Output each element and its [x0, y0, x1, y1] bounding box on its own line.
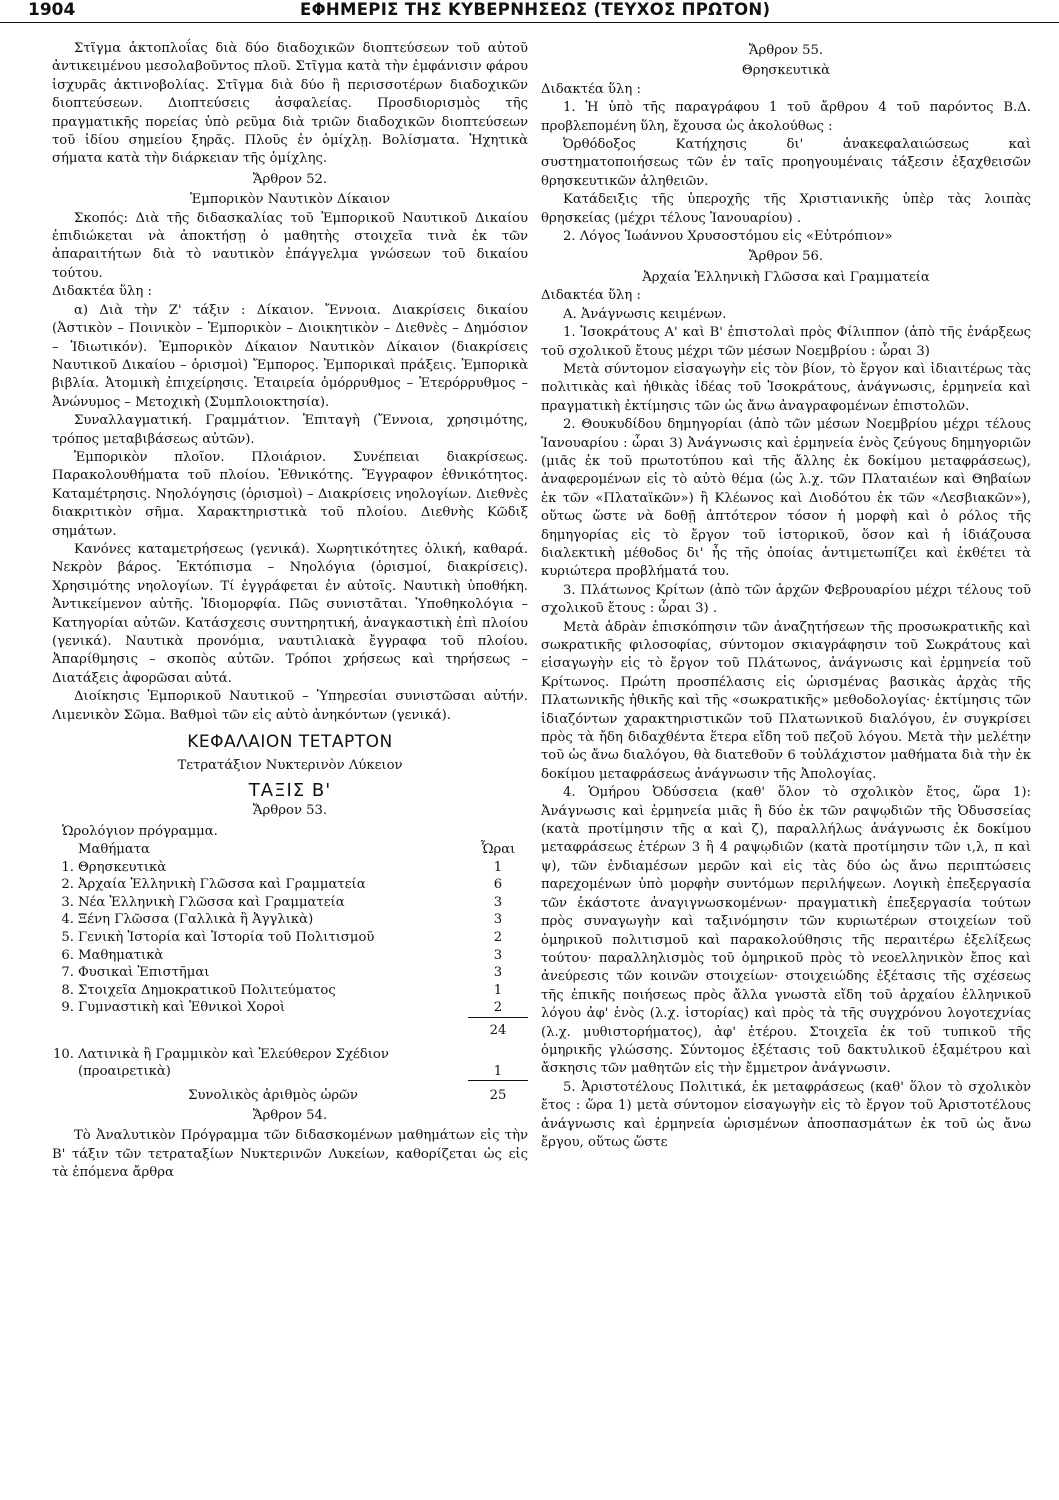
paragraph: Ὀρθόδοξος Κατήχησις δι' ἀνακεφαλαιώσεως καὶ συστηματοποιήσεως τῶν ἐν ταῖς προηγουμέναις τάξεσιν ἐξαχθεισῶν θρησκευτικῶν ἀληθειῶν.: [541, 137, 1031, 189]
gazette-title: ΕΦΗΜΕΡΙΣ ΤΗΣ ΚΥΒΕΡΝΗΣΕΩΣ (ΤΕΥΧΟΣ ΠΡΩΤΟΝ): [300, 0, 771, 19]
article-heading: Ἄρθρον 54.: [252, 1107, 328, 1123]
schedule-heading: Ὡρολόγιον πρόγραμμα.: [62, 823, 218, 839]
paragraph: 2. Λόγος Ἰωάννου Χρυσοστόμου εἰς «Εὐτρόπιον»: [563, 229, 893, 245]
subtotal: 24: [468, 1018, 528, 1040]
page-header: [0, 0, 1059, 23]
paragraph: Τὸ Ἀναλυτικὸν Πρόγραμμα τῶν διδασκομένων μαθημάτων εἰς τὴν Β' τάξιν τῶν τετραταξίων Νυκτερινῶν Λυκείων, καθορίζεται ὡς εἰς τὰ ἑπόμενα ἄρθρα: [52, 1128, 528, 1181]
school-type: Τετρατάξιον Νυκτερινὸν Λύκειον: [177, 758, 403, 774]
paragraph: Α. Ἀνάγνωσις κειμένων.: [563, 306, 727, 322]
article-title: Θρησκευτικὰ: [741, 63, 831, 79]
total-hours: 25: [468, 1081, 528, 1105]
article-heading: Ἄρθρον 56.: [748, 249, 824, 265]
table-row: 2. Ἀρχαία Ἑλληνικὴ Γλῶσσα καὶ Γραμματεία 6: [61, 877, 503, 893]
paragraph: 3. Πλάτωνος Κρίτων (ἀπὸ τῶν ἀρχῶν Φεβρουαρίου μέχρι τέλους τοῦ σχολικοῦ ἔτους : ὧραι 3) .: [541, 582, 1031, 617]
paragraph: Μετὰ ἁδρὰν ἐπισκόπησιν τῶν ἀναζητήσεων τῆς προσωκρατικῆς καὶ σωκρατικῆς φιλοσοφίας, σύντομον σκιαγράφησιν τοῦ Σωκράτους καὶ εἰσαγωγὴν εἰς τὸ ἔργον τοῦ Πλάτωνος, ἀνάγνωσις καὶ ἑρμηνεία τοῦ Κρίτωνος. Πρώτη προσπέλασις εἰς ὡρισμένας βασικὰς ἀρχὰς τῆς Πλατωνικῆς ἠθικῆς καὶ τῆς «σωκρατικῆς» μεθοδολογίας· ἐκτίμησις τῶν ἰδιαζόντων χαρακτηριστικῶν τοῦ Πλατωνικοῦ διαλόγου, ἐν συγκρίσει πρὸς τὰ ἤδη διδαχθέντα ἕτερα εἴδη τοῦ πεζοῦ λόγου. Μετὰ τὴν μελέτην τοῦ ὡς ἄνω διαλόγου, θὰ διατεθοῦν 6 τοὐλάχιστον μαθήματα διὰ τὴν ἐκ δοκίμου μεταφράσεως ἀνάγνωσιν τῆς Ἀπολογίας.: [541, 619, 1031, 782]
paragraph: 4. Ὁμήρου Ὀδύσσεια (καθ' ὅλον τὸ σχολικὸν ἔτος, ὥρα 1): Ἀνάγνωσις καὶ ἑρμηνεία μιᾶς ἢ δύο ἐκ τῶν ραψῳδιῶν τῆς Ὀδυσσείας (κατὰ προτίμησιν τῆς α καὶ ζ), παραλλήλως ἀνάγνωσις ἐκ δοκίμου μεταφράσεως ἑτέρων 3 ἢ 4 ραψῳδιῶν (κατὰ προτίμησιν τῶν ι,λ, π καὶ ψ), τῶν ἐνδιαμέσων μερῶν καὶ εἰς τὰς δύο ὡς ἄνω περιπτώσεις παρεχομένων ὑπὸ μορφὴν συντόμων περιλήψεων. Λογικὴ ἐπεξεργασία τῶν ἑκάστοτε ἀναγιγνωσκομένων· πραγματικὴ ἐπεξεργασία τούτων πρὸς συναγωγὴν καὶ ταξινόμησιν τῶν κυριωτέρων στοιχείων τοῦ ὁμηρικοῦ πολιτισμοῦ καὶ παρακολούθησις τῆς περαιτέρω ἐξελίξεως τούτου· παραλληλισμὸς τοῦ ὁμηρικοῦ πρὸς τὸ νεοελληνικὸν ἔπος καὶ ἀνεύρεσις τῶν κοινῶν στοιχείων· στοιχειώδης ἐξέτασις τῆς σχέσεως τῆς ἐπικῆς ποιήσεως πρὸς ἄλλα γνωστὰ εἴδη τοῦ ἀρχαίου ἑλληνικοῦ λόγου ἀφ' ἑνὸς (λ.χ. ἱστορίας) καὶ πρὸς τὰ τῆς συγχρόνου λογοτεχνίας (λ.χ. μυθιστορήματος), ἀφ' ἑτέρου. Στοιχεῖα ἐκ τοῦ τυπικοῦ τῆς ὁμηρικῆς γλώσσης. Σύντομος ἐξέτασις τοῦ δακτυλικοῦ ἑξαμέτρου καὶ ἄσκησις τῶν μαθητῶν εἰς τὴν ἔμμετρον ἀνάγνωσιν.: [541, 785, 1031, 1077]
syllabus-label: Διδακτέα ὕλη :: [541, 81, 641, 97]
article-title: Ἀρχαία Ἑλληνικὴ Γλῶσσα καὶ Γραμματεία: [642, 269, 930, 285]
article-title: Ἐμπορικὸν Ναυτικὸν Δίκαιον: [189, 192, 391, 208]
paragraph: Κανόνες καταμετρήσεως (γενικά). Χωρητικότητες ὁλική, καθαρά. Νεκρὸν βάρος. Ἐκτόπισμα – Νηολόγια (ὁρισμοί, διακρίσεις). Χρησιμότης νηολογίων. Τί ἐγγράφεται ἐν αὐτοῖς. Ναυτικὴ ὑποθήκη. Ἀντικείμενον αὐτῆς. Ἰδιομορφία. Πῶς συνιστᾶται. Ὑποθηκολόγια – Κατηγορίαι αὐτῶν. Κατάσχεσις συντηρητική, ἀναγκαστικὴ ἐπὶ πλοίου (γενικά). Ναυτικὰ προνόμια, ναυτιλιακὰ ἔγγραφα τοῦ πλοίου. Ἀπαρίθμησις – σκοπὸς αὐτῶν. Τρόποι χρήσεως καὶ τηρήσεως – Διατάξεις ἀφορῶσαι αὐτά.: [52, 541, 528, 686]
paragraph: Ἐμπορικὸν πλοῖον. Πλοιάριον. Συνέπειαι διακρίσεως. Παρακολουθήματα τοῦ πλοίου. Ἐθνικότης. Ἔγγραφον ἐθνικότητος. Καταμέτρησις. Νηολόγησις (ὁρισμοὶ) – Διακρίσεις νηολογίων. Διεθνὲς διακριτικὸν σῆμα. Χαρακτηριστικὰ τοῦ πλοίου. Διεθνὴς Κῶδιξ σημάτων.: [52, 449, 528, 539]
table-row: 6. Μαθηματικὰ 3: [61, 947, 503, 963]
paragraph: Συναλλαγματική. Γραμμάτιον. Ἐπιταγὴ (Ἔννοια, χρησιμότης, τρόπος μεταβιβάσεως αὐτῶν).: [52, 413, 528, 447]
paragraph: Διοίκησις Ἐμπορικοῦ Ναυτικοῦ – Ὑπηρεσίαι συνιστῶσαι αὐτήν. Λιμενικὸν Σῶμα. Βαθμοὶ τῶν εἰς αὐτὸ ἀνηκόντων (γενικά).: [52, 689, 528, 723]
page-number: 1904: [28, 0, 76, 20]
table-row: 4. Ξένη Γλῶσσα (Γαλλικὰ ἢ Ἀγγλικὰ) 3: [61, 912, 503, 928]
table-row: 7. Φυσικαὶ Ἐπιστῆμαι 3: [61, 965, 503, 981]
syllabus-label: Διδακτέα ὕλη :: [541, 288, 641, 304]
left-column: [52, 40, 528, 1183]
table-row: 3. Νέα Ἑλληνικὴ Γλῶσσα καὶ Γραμματεία 3: [61, 894, 503, 910]
paragraph: Σκοπός: Διὰ τῆς διδασκαλίας τοῦ Ἐμπορικοῦ Ναυτικοῦ Δικαίου ἐπιδιώκεται νὰ ἀποκτήσῃ ὁ μαθητὴς στοιχεῖα τινὰ ἐκ τῶν ἀπαραιτήτων διὰ τὸ ναυτικὸν ἐπάγγελμα γνώσεων τοῦ δικαίου τούτου.: [52, 210, 528, 281]
col-hours: Ὧραι: [480, 842, 516, 858]
paragraph: Μετὰ σύντομον εἰσαγωγὴν εἰς τὸν βίον, τὸ ἔργον καὶ ἰδιαιτέρως τὰς πολιτικὰς καὶ ἠθικὰς ἰδέας τοῦ Ἰσοκράτους, ἀνάγνωσις, ἑρμηνεία καὶ πραγματικὴ ἐκτίμησις τῶν ὡς ἄνω ἀναγραφομένων ἐπιστολῶν.: [541, 361, 1031, 414]
class-heading: ΤΑΞΙΣ Β': [248, 779, 332, 801]
total-row: [52, 1081, 528, 1105]
right-column: [541, 40, 1031, 1152]
article-heading: Ἄρθρον 53.: [252, 803, 328, 819]
table-row: 8. Στοιχεῖα Δημοκρατικοῦ Πολιτεύματος 1: [61, 982, 503, 998]
paragraph: Κατάδειξις τῆς ὑπεροχῆς τῆς Χριστιανικῆς ὑπὲρ τὰς λοιπὰς θρησκείας (μέχρι τέλους Ἰανουαρίου) .: [541, 192, 1031, 226]
paragraph: α) Διὰ τὴν Ζ' τάξιν : Δίκαιον. Ἔννοια. Διακρίσεις δικαίου (Ἀστικὸν – Ποινικὸν – Ἐμπορικὸν – Διοικητικὸν – Διεθνὲς – Δημόσιον – Ἰδιωτικόν). Ἐμπορικὸν Δίκαιον Ναυτικὸν Δίκαιον (διακρίσεις Ναυτικοῦ Δικαίου – ὁρισμοὶ) Ἔμπορος. Ἐμπορικαὶ πράξεις. Ἐμπορικὰ βιβλία. Ἀτομικὴ ἐπιχείρησις. Ἑταιρεία ὁμόρρυθμος – Ἑτερόρρυθμος – Ἀνώνυμος – Μετοχικὴ (Συμπλοιοκτησία).: [52, 302, 528, 410]
chapter-heading: ΚΕΦΑΛΑΙΟΝ ΤΕΤΑΡΤΟΝ: [187, 732, 393, 753]
subtotal-row: [52, 1018, 528, 1040]
table-header-row: [52, 841, 528, 859]
table-row: 9. Γυμναστικὴ καὶ Ἐθνικοὶ Χοροὶ 2: [61, 1000, 503, 1016]
paragraph: 5. Ἀριστοτέλους Πολιτικά, ἐκ μεταφράσεως (καθ' ὅλον τὸ σχολικὸν ἔτος : ὥρα 1) μετὰ σύντομον εἰσαγωγὴν εἰς τὸ ἔργον τοῦ Ἀριστοτέλους ἀνάγνωσις καὶ ἑρμηνεία ὡρισμένων ἀποσπασμάτων ἐκ τοῦ ὡς ἄνω ἔργου, οὕτως ὥστε: [541, 1079, 1031, 1150]
paragraph: 1. Ἡ ὑπὸ τῆς παραγράφου 1 τοῦ ἄρθρου 4 τοῦ παρόντος Β.Δ. προβλεπομένη ὕλη, ἔχουσα ὡς ἀκολούθως :: [541, 100, 1031, 134]
table-row: 10. Λατινικὰ ἢ Γραμμικὸν καὶ Ἐλεύθερον Σχέδιον (προαιρετικὰ) 1: [53, 1046, 503, 1080]
syllabus-label: Διδακτέα ὕλη :: [52, 284, 152, 300]
paragraph: 2. Θουκυδίδου δημηγορίαι (ἀπὸ τῶν μέσων Νοεμβρίου μέχρι τέλους Ἰανουαρίου : ὧραι 3) Ἀνάγνωσις καὶ ἑρμηνεία ἑνὸς ζεύγους δημηγοριῶν (μιᾶς ἐκ τοῦ πρωτοτύπου καὶ τῆς ἄλλης ἐκ δοκίμου μεταφράσεως), ἀναφερομένων εἰς τὸ αὐτὸ θέμα (ὡς λ.χ. τῶν Πλαταιέων καὶ Θηβαίων ἐκ τῶν «Πλαταϊκῶν») ἢ Κλέωνος καὶ Διοδότου ἐκ τῶν «Λεσβιακῶν»), οὕτως ὥστε νὰ δοθῇ ἀπτότερον τόσον ἡ μορφὴ καὶ ὁ ρόλος τῆς δημηγορίας εἰς τὸ ἔργον τοῦ ἱστορικοῦ, ὅσον καὶ ἡ ἰδιάζουσα διαλεκτικὴ μέθοδος δι' ἧς τῆς ὁποίας ἀντιμετωπίζει καὶ ἐκθέτει τὰ κυριώτερα προβλήματά του.: [541, 417, 1031, 580]
hours-table: [52, 841, 528, 1105]
table-row: 1. Θρησκευτικὰ 1: [61, 859, 503, 875]
paragraph: 1. Ἰσοκράτους Α' καὶ Β' ἐπιστολαὶ πρὸς Φίλιππον (ἀπὸ τῆς ἐνάρξεως τοῦ σχολικοῦ ἔτους μέχρι τῶν μέσων Νοεμβρίου : ὧραι 3): [541, 325, 1031, 359]
paragraph: Στῖγμα ἀκτοπλοΐας διὰ δύο διαδοχικῶν διοπτεύσεων τοῦ αὐτοῦ ἀντικειμένου μεσολαβοῦντος πλοῦ. Στῖγμα κατὰ τὴν ἐμφάνισιν φάρου ἰσχυρᾶς ἀκτινοβολίας. Στῖγμα διὰ δύο ἢ περισσοτέρων διαδοχικῶν διοπτεύσεων. Διοπτεύσεις ἀσφαλείας. Προσδιορισμὸς τῆς πραγματικῆς πορείας ὑπὸ ρεῦμα διὰ τριῶν διαδοχικῶν διοπτεύσεων τοῦ ἰδίου σημείου ξηρᾶς. Πλοῦς ἐν ὁμίχλῃ. Βολίσματα. Ἠχητικὰ σήματα κατὰ τὴν διάρκειαν τῆς ὁμίχλης.: [52, 41, 528, 167]
article-heading: Ἄρθρον 52.: [252, 171, 328, 187]
total-label: Συνολικὸς ἀριθμὸς ὡρῶν: [188, 1087, 358, 1103]
article-heading: Ἄρθρον 55.: [748, 43, 824, 58]
table-row: 5. Γενικὴ Ἱστορία καὶ Ἱστορία τοῦ Πολιτισμοῦ 2: [61, 930, 503, 946]
col-subjects: Μαθήματα: [78, 842, 150, 858]
